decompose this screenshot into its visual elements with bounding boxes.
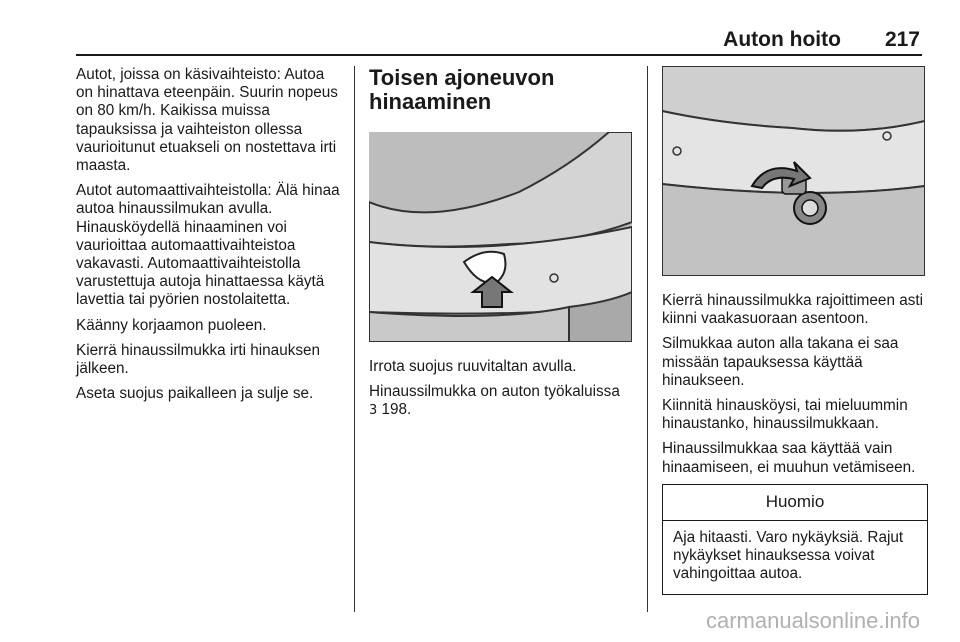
paragraph: Kierrä hinaussilmukka rajoittimeen asti kiinni vaakasuoraan asentoon. <box>662 292 924 328</box>
paragraph <box>369 383 635 420</box>
column-divider-1 <box>354 66 355 612</box>
column-1 <box>76 66 342 410</box>
paragraph: Irrota suojus ruuvitaltan avulla. <box>369 358 577 375</box>
paragraph: Silmukkaa auton alla takana ei saa missään tapauksessa käyttää hinaukseen. <box>662 335 899 389</box>
paragraph: Hinaussilmukkaa saa käyttää vain hinaamiseen, ei muuhun vetämiseen. <box>662 440 916 476</box>
page-number: 217 <box>884 28 920 51</box>
paragraph: Aseta suojus paikalleen ja sulje se. <box>76 385 314 403</box>
column-divider-2 <box>647 66 648 612</box>
towing-eye-illustration <box>662 66 925 276</box>
paragraph: Kierrä hinaussilmukka irti hinauksen jälkeen. <box>76 341 321 378</box>
notice-box <box>662 484 928 595</box>
notice-body: Aja hitaasti. Varo nykäyksiä. Rajut nykäykset hinauksessa voivat vahingoittaa autoa. <box>673 529 904 583</box>
section-heading: Toisen ajoneuvon hinaaminen <box>369 65 555 114</box>
watermark: carmanualsonline.info <box>705 608 920 633</box>
page-header <box>76 28 920 52</box>
header-rule <box>76 54 922 56</box>
section-title: Auton hoito <box>723 28 841 51</box>
column-3 <box>662 66 928 595</box>
page-reference: 198. <box>381 401 412 419</box>
bumper-cover-illustration <box>369 132 632 342</box>
notice-title: Huomio <box>663 485 927 521</box>
paragraph: Käänny korjaamon puoleen. <box>76 316 267 334</box>
paragraph: Autot automaattivaihteistolla: Älä hinaa autoa hinaussilmukan avulla. Hinausköydellä hinaaminen voi vaurioittaa automaattivaihteistoa vakavasti. Automaattivaihteistolla varustettuja autoja hinattaessa käytä lavettia tai pyörien nostolaitetta. <box>76 182 340 309</box>
paragraph-text: Hinaussilmukka on auton työkaluissa <box>369 383 620 401</box>
column-2 <box>369 66 635 428</box>
paragraph: Autot, joissa on käsivaihteisto: Autoa on hinattava eteenpäin. Suurin nopeus on 80 km/h. Kaikissa muissa tapauksissa ja vaihteiston ollessa vaurioitunut etuakseli on nostettava irti maasta. <box>76 66 338 175</box>
paragraph: Kiinnitä hinausköysi, tai mieluummin hinaustanko, hinaussilmukkaan. <box>662 397 908 433</box>
reference-arrow-icon: 3 <box>369 403 378 419</box>
